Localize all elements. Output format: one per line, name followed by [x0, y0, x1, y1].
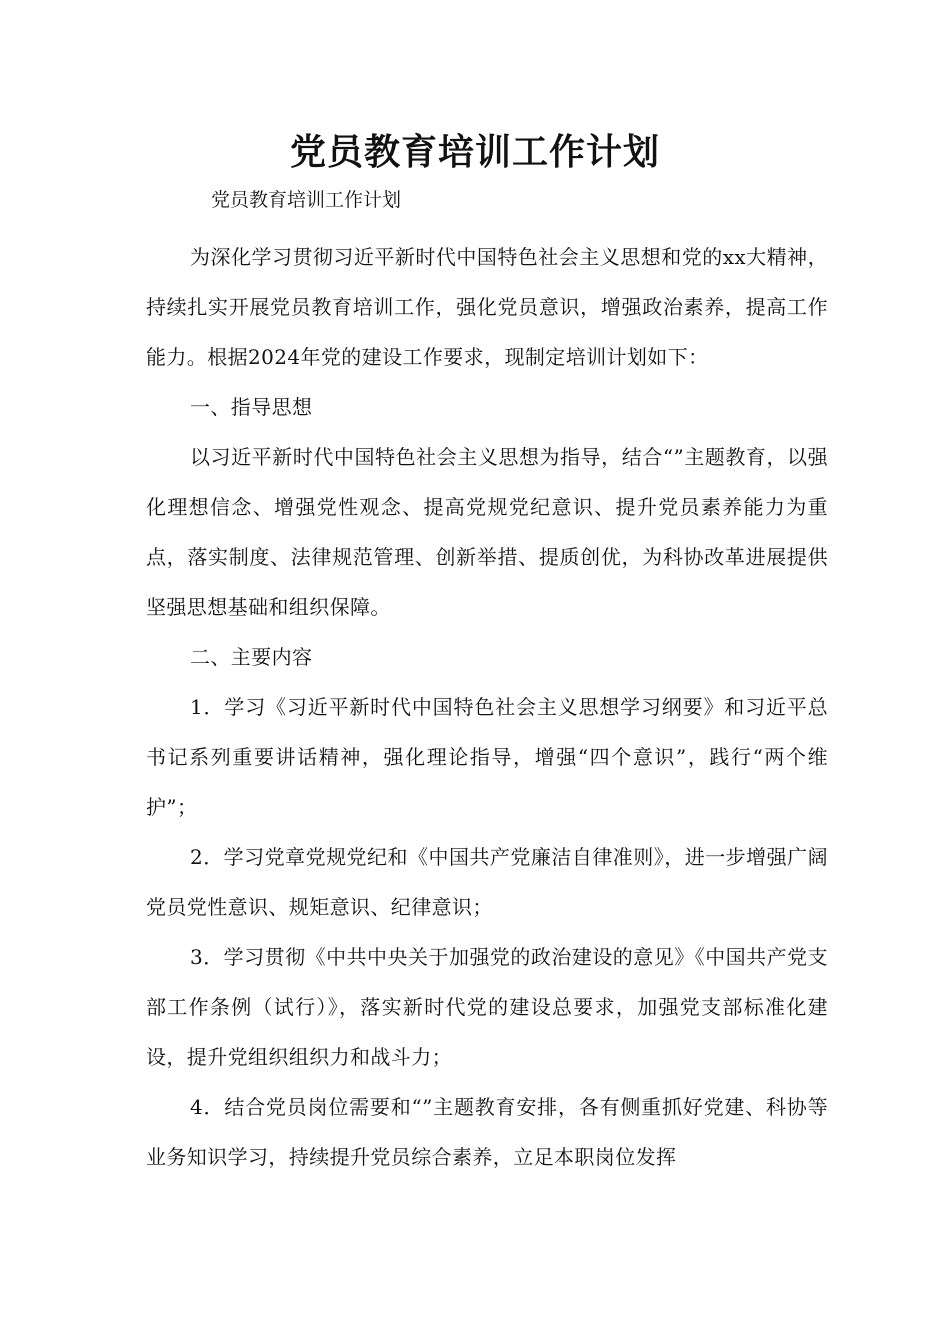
document-title: 党员教育培训工作计划: [289, 132, 660, 173]
section-heading-guiding-ideology: 一、指导思想: [190, 395, 313, 419]
content-item-2: 2．学习党章党规党纪和《中国共产党廉洁自律准则》，进一步增强广阔党员党性意识、规矩意识、纪律意识；: [146, 845, 828, 919]
document-body: [146, 232, 828, 1182]
content-item-1: 1．学习《习近平新时代中国特色社会主义思想学习纲要》和习近平总书记系列重要讲话精神，强化理论指导，增强“四个意识”，践行“两个维护”；: [146, 695, 828, 819]
guiding-ideology-paragraph: 以习近平新时代中国特色社会主义思想为指导，结合“”主题教育，以强化理想信念、增强党性观念、提高党规党纪意识、提升党员素养能力为重点，落实制度、法律规范管理、创新举措、提质创优，为科协改革进展提供坚强思想基础和组织保障。: [146, 445, 828, 619]
intro-paragraph: 为深化学习贯彻习近平新时代中国特色社会主义思想和党的xx大精神，持续扎实开展党员教育培训工作，强化党员意识，增强政治素养，提高工作能力。根据2024年党的建设工作要求，现制定培训计划如下：: [146, 245, 828, 369]
section-heading-main-content: 二、主要内容: [190, 645, 313, 669]
content-item-3: 3．学习贯彻《中共中央关于加强党的政治建设的意见》《中国共产党支部工作条例（试行）》，落实新时代党的建设总要求，加强党支部标准化建设，提升党组织组织力和战斗力；: [146, 945, 828, 1069]
document-subtitle: 党员教育培训工作计划: [211, 189, 402, 211]
content-item-4: 4．结合党员岗位需要和“”主题教育安排，各有侧重抓好党建、科协等业务知识学习，持续提升党员综合素养，立足本职岗位发挥: [146, 1095, 828, 1169]
